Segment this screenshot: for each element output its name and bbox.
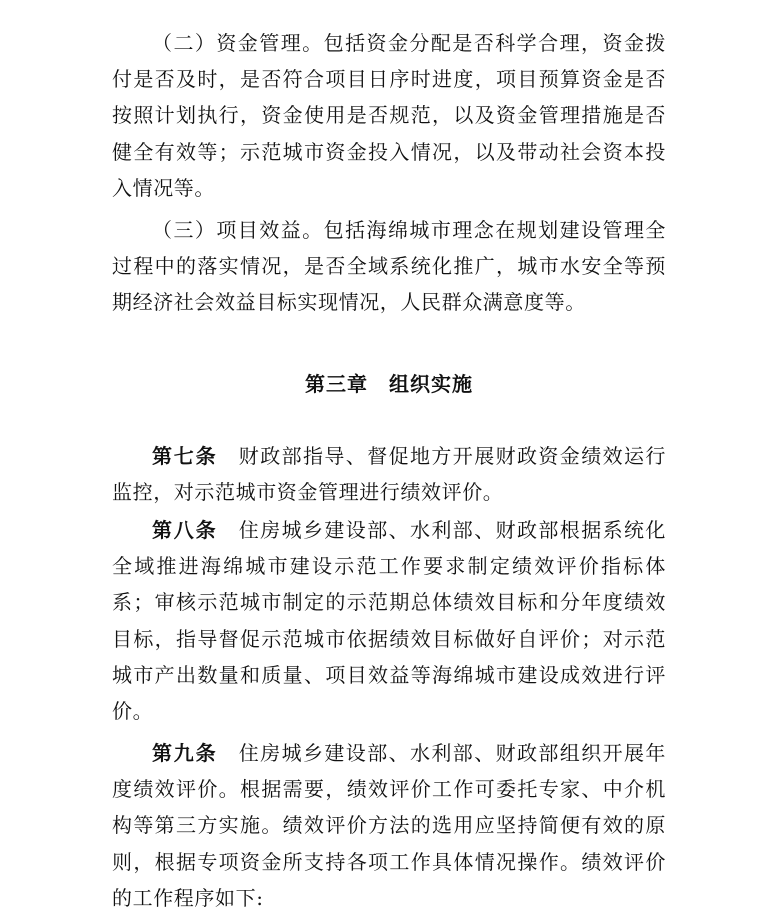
article-8-text: 住房城乡建设部、水利部、财政部根据系统化全域推进海绵城市建设示范工作要求制定绩效评价指标体系；审核示范城市制定的示范期总体绩效目标和分年度绩效目标，指导督促示范城市依据绩效目标做好自评价；对示范城市产出数量和质量、项目效益等海绵城市建设成效进行评价。 — [112, 518, 666, 724]
article-9-text: 住房城乡建设部、水利部、财政部组织开展年度绩效评价。根据需要，绩效评价工作可委托专家、中介机构等第三方实施。绩效评价方法的选用应坚持简便有效的原则，根据专项资金所支持各项工作具体情况操作。绩效评价的工作程序如下: — [112, 741, 666, 910]
section-project-benefits: （三）项目效益。包括海绵城市理念在规划建设管理全过程中的落实情况，是否全域系统化推广，城市水安全等预期经济社会效益目标实现情况，人民群众满意度等。 — [112, 218, 666, 315]
section-funds-management: （二）资金管理。包括资金分配是否科学合理，资金拨付是否及时，是否符合项目日序时进度，项目预算资金是否按照计划执行，资金使用是否规范，以及资金管理措施是否健全有效等；示范城市资金投入情况，以及带动社会资本投入情况等。 — [112, 31, 666, 200]
article-9-label: 第九条 — [152, 741, 218, 765]
article-7-text: 财政部指导、督促地方开展财政资金绩效运行监控，对示范城市资金管理进行绩效评价。 — [112, 444, 666, 505]
article-8-label: 第八条 — [152, 518, 218, 542]
article-9 — [112, 735, 666, 916]
chapter-title: 第三章 组织实施 — [305, 372, 473, 396]
article-7 — [112, 438, 666, 510]
article-7-label: 第七条 — [152, 444, 218, 468]
article-8 — [112, 512, 666, 729]
